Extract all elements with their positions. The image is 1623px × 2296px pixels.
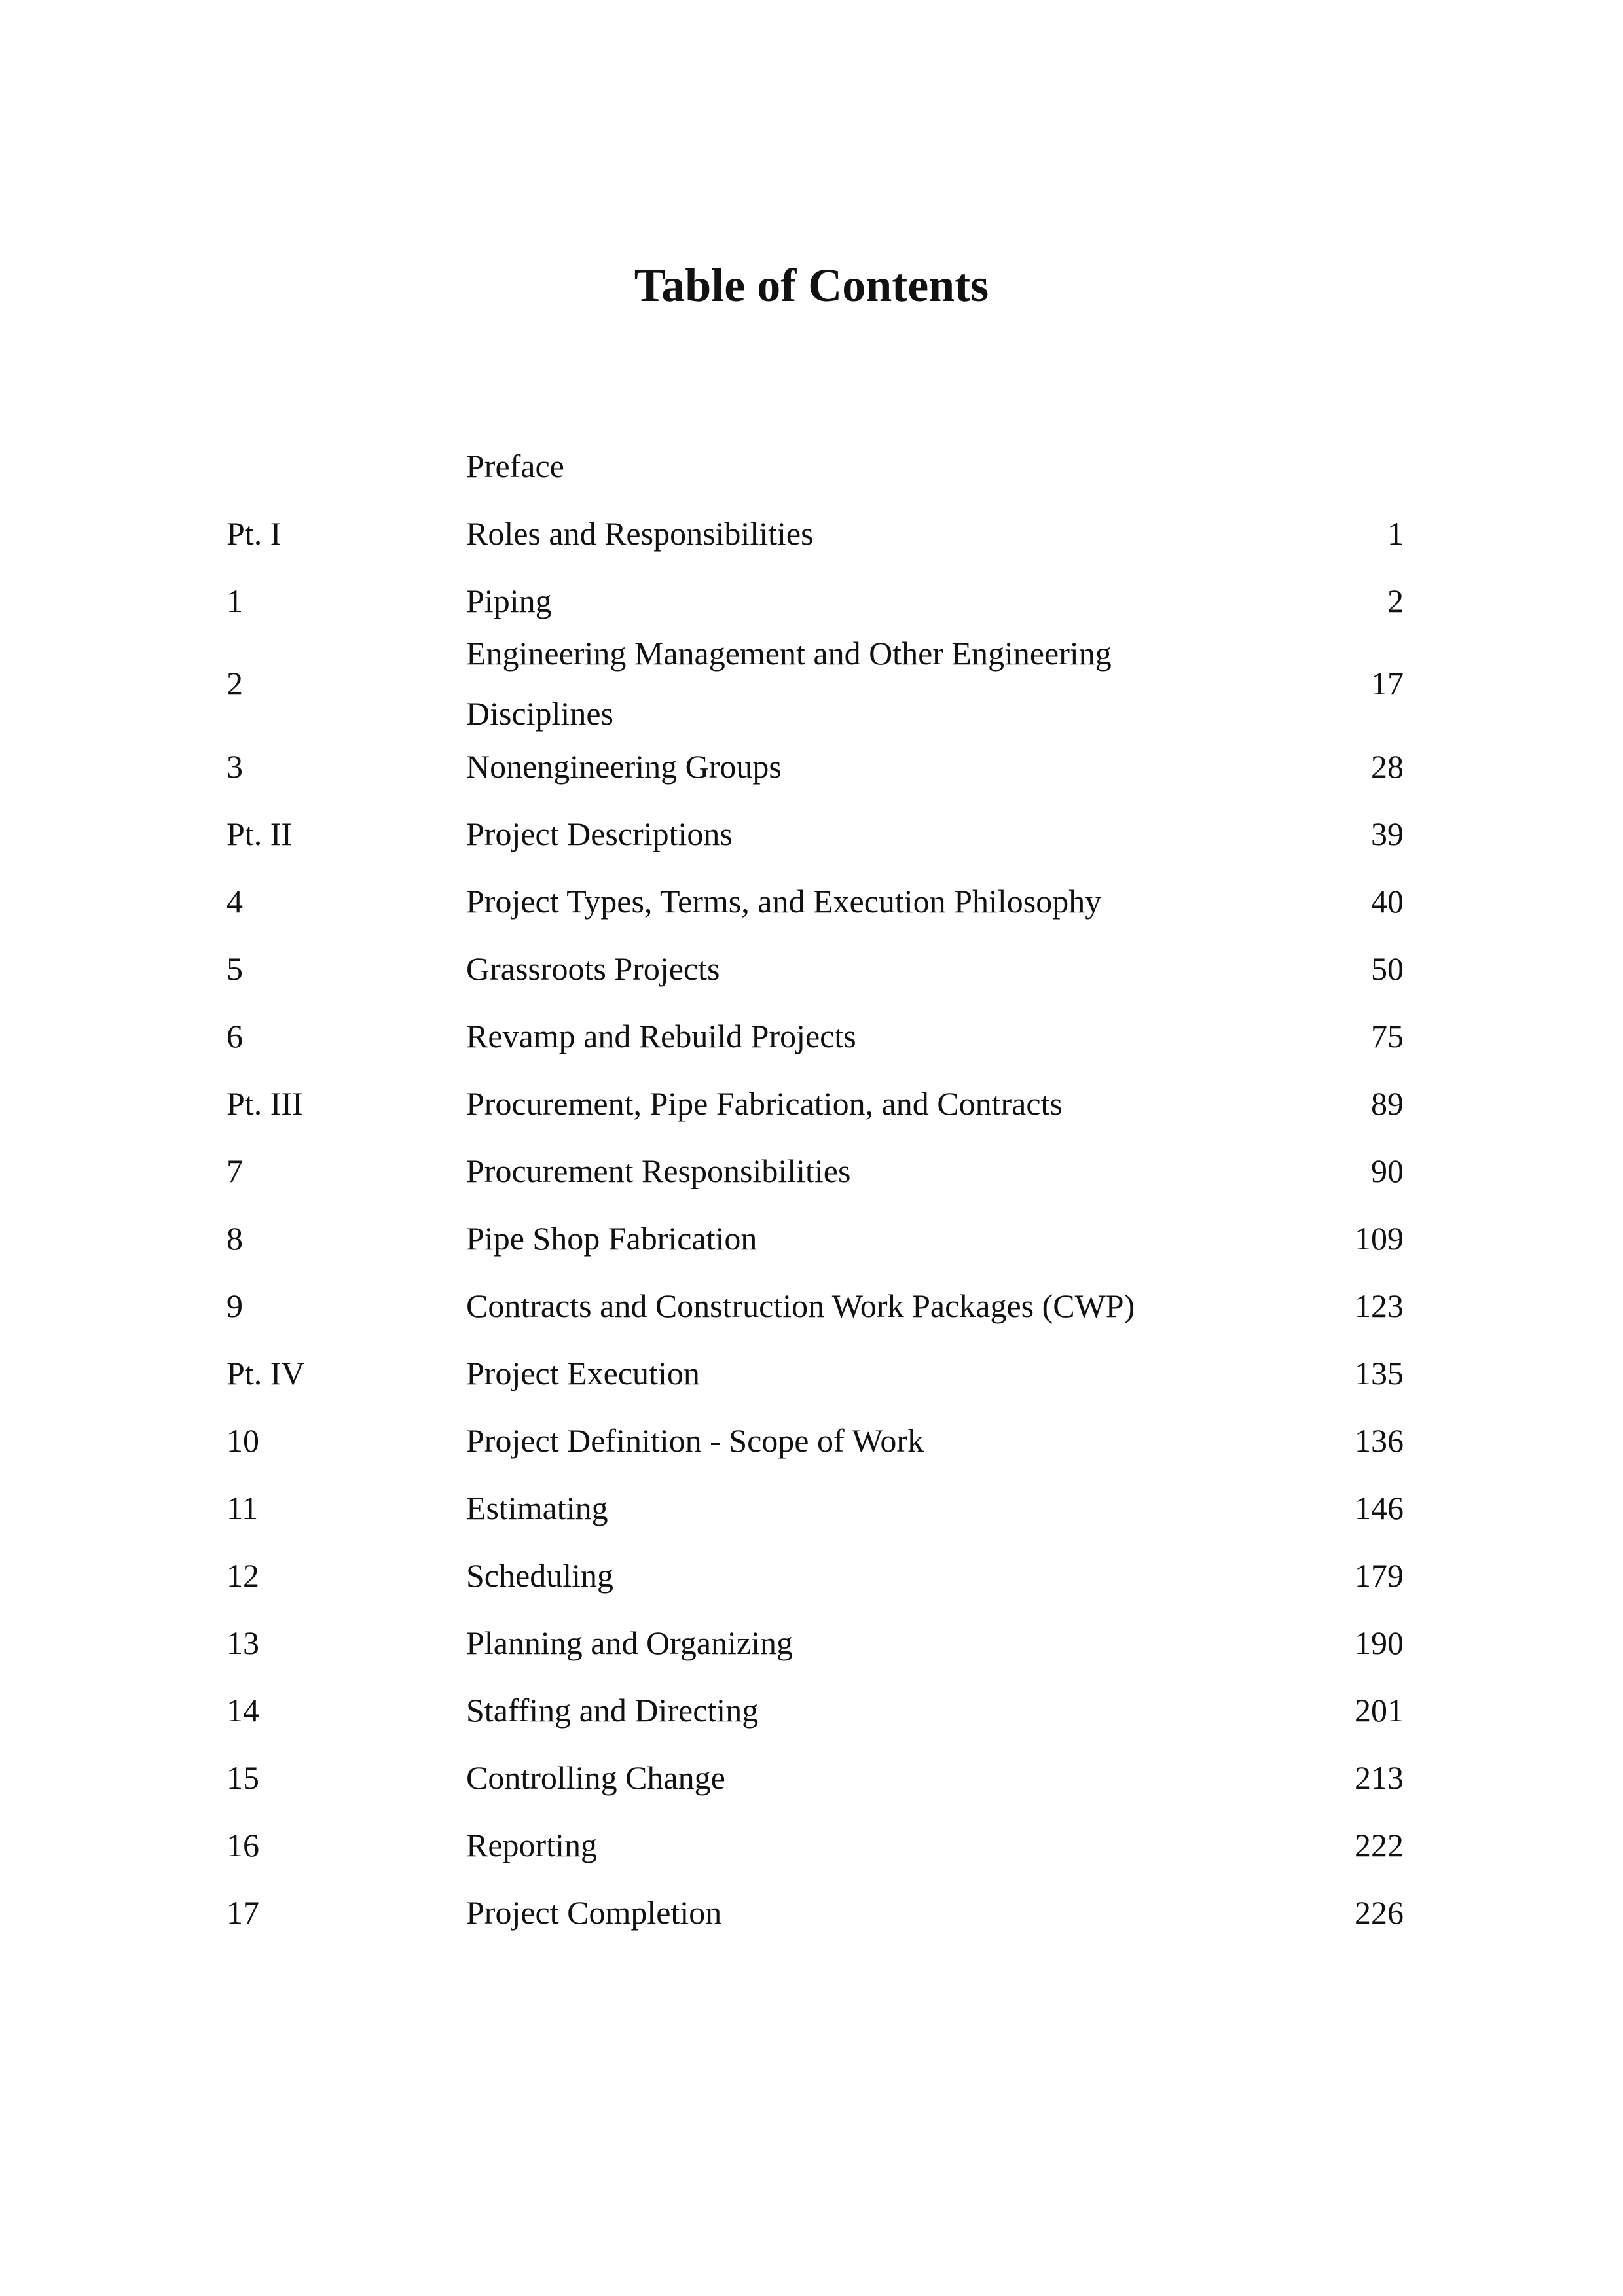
toc-entry-number: 13 bbox=[227, 1624, 259, 1661]
toc-entry-number: Pt. II bbox=[227, 815, 292, 852]
toc-entry-page: 222 bbox=[1355, 1826, 1404, 1863]
toc-entry-page: 39 bbox=[1371, 815, 1404, 852]
toc-entry-number: 15 bbox=[227, 1759, 259, 1796]
toc-entry bbox=[0, 935, 1623, 1002]
toc-entry-number: 8 bbox=[227, 1219, 243, 1257]
toc-entry bbox=[0, 1137, 1623, 1204]
toc-entry-title: Revamp and Rebuild Projects bbox=[466, 1017, 856, 1054]
toc-entry-page: 179 bbox=[1355, 1556, 1404, 1594]
toc-entry-page: 17 bbox=[1371, 665, 1404, 702]
toc-entry-title: Project Completion bbox=[466, 1893, 722, 1931]
toc-entry-page: 109 bbox=[1355, 1219, 1404, 1257]
toc-entry-page: 40 bbox=[1371, 882, 1404, 920]
toc-entry bbox=[0, 499, 1623, 567]
toc-entry-title: Procurement Responsibilities bbox=[466, 1152, 851, 1189]
toc-entry-page: 123 bbox=[1355, 1287, 1404, 1324]
toc-entry-title: Grassroots Projects bbox=[466, 950, 720, 987]
toc-entry-title: Contracts and Construction Work Packages (CWP) bbox=[466, 1287, 1135, 1324]
toc-entry bbox=[0, 800, 1623, 867]
toc-entry-page: 213 bbox=[1355, 1759, 1404, 1796]
toc-entry-title: Controlling Change bbox=[466, 1759, 725, 1796]
toc-entry bbox=[0, 1069, 1623, 1137]
toc-entry-page: 28 bbox=[1371, 747, 1404, 785]
toc-entry-number: 4 bbox=[227, 882, 243, 920]
toc-entry-title: Pipe Shop Fabrication bbox=[466, 1219, 757, 1257]
toc-entry-number: Pt. IV bbox=[227, 1354, 305, 1391]
toc-entry-title: Procurement, Pipe Fabrication, and Contracts bbox=[466, 1085, 1063, 1122]
toc-entry-page: 146 bbox=[1355, 1489, 1404, 1526]
toc-entry-page: 136 bbox=[1355, 1422, 1404, 1459]
toc-entry-number: 12 bbox=[227, 1556, 259, 1594]
toc-entry-number: 5 bbox=[227, 950, 243, 987]
table-of-contents bbox=[0, 432, 1623, 1946]
toc-entry-title: Roles and Responsibilities bbox=[466, 514, 814, 552]
toc-entry bbox=[0, 1002, 1623, 1069]
toc-entry bbox=[0, 1407, 1623, 1474]
toc-entry-title: Nonengineering Groups bbox=[466, 747, 782, 785]
toc-entry-number: 1 bbox=[227, 582, 243, 619]
toc-entry bbox=[0, 1339, 1623, 1407]
toc-entry-number: Pt. III bbox=[227, 1085, 303, 1122]
toc-entry bbox=[0, 1474, 1623, 1541]
toc-entry bbox=[0, 1204, 1623, 1272]
toc-entry-title: Project Execution bbox=[466, 1354, 700, 1391]
toc-entry-number: 6 bbox=[227, 1017, 243, 1054]
toc-entry-number: 10 bbox=[227, 1422, 259, 1459]
toc-entry bbox=[0, 867, 1623, 935]
toc-entry-title: Piping bbox=[466, 582, 552, 619]
toc-entry-number: 3 bbox=[227, 747, 243, 785]
toc-entry-number: 2 bbox=[227, 665, 243, 702]
toc-entry bbox=[0, 732, 1623, 800]
toc-entry bbox=[0, 432, 1623, 499]
toc-entry-page: 190 bbox=[1355, 1624, 1404, 1661]
toc-entry-title: Project Definition - Scope of Work bbox=[466, 1422, 924, 1459]
toc-entry-title: Project Descriptions bbox=[466, 815, 733, 852]
toc-entry bbox=[0, 634, 1623, 732]
toc-entry-page: 50 bbox=[1371, 950, 1404, 987]
toc-entry-title: Scheduling bbox=[466, 1556, 613, 1594]
toc-entry-title: Preface bbox=[466, 447, 564, 484]
toc-entry-title: Estimating bbox=[466, 1489, 608, 1526]
toc-entry-title: Staffing and Directing bbox=[466, 1691, 759, 1729]
toc-entry bbox=[0, 1609, 1623, 1676]
toc-entry-title: Planning and Organizing bbox=[466, 1624, 793, 1661]
toc-entry-number: 16 bbox=[227, 1826, 259, 1863]
toc-entry bbox=[0, 1744, 1623, 1811]
toc-entry-number: 11 bbox=[227, 1489, 259, 1526]
toc-entry bbox=[0, 1878, 1623, 1946]
toc-entry-title: Reporting bbox=[466, 1826, 597, 1863]
page-title: Table of Contents bbox=[634, 259, 989, 312]
toc-entry-page: 90 bbox=[1371, 1152, 1404, 1189]
toc-entry-title: Project Types, Terms, and Execution Philosophy bbox=[466, 882, 1102, 920]
toc-entry-page: 135 bbox=[1355, 1354, 1404, 1391]
toc-entry-page: 226 bbox=[1355, 1893, 1404, 1931]
toc-entry bbox=[0, 1811, 1623, 1878]
toc-entry-number: 14 bbox=[227, 1691, 259, 1729]
toc-entry-number: 17 bbox=[227, 1893, 259, 1931]
toc-entry bbox=[0, 1272, 1623, 1339]
toc-entry-title: Engineering Management and Other Engineering Disciplines bbox=[466, 635, 1112, 732]
toc-entry-page: 1 bbox=[1387, 514, 1404, 552]
toc-entry-number: 7 bbox=[227, 1152, 243, 1189]
toc-entry-page: 75 bbox=[1371, 1017, 1404, 1054]
toc-entry bbox=[0, 1541, 1623, 1609]
toc-entry-number: Pt. I bbox=[227, 514, 282, 552]
toc-entry bbox=[0, 1676, 1623, 1744]
toc-entry-page: 89 bbox=[1371, 1085, 1404, 1122]
toc-entry-page: 201 bbox=[1355, 1691, 1404, 1729]
toc-entry-number: 9 bbox=[227, 1287, 243, 1324]
toc-entry-page: 2 bbox=[1387, 582, 1404, 619]
